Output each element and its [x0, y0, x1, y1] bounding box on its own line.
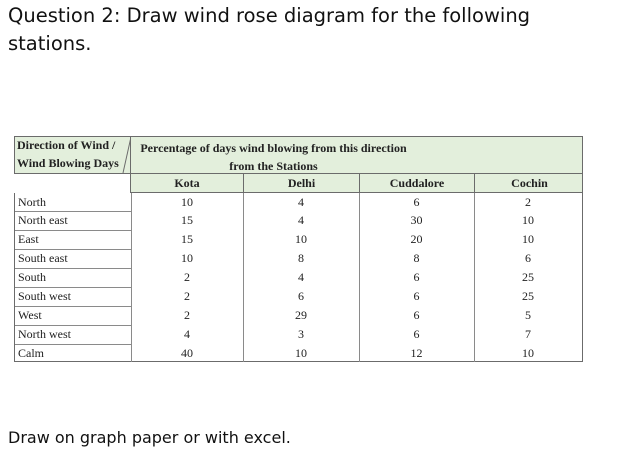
value-cell-cochin: 6 — [525, 251, 531, 265]
value-cell-cochin: 25 — [522, 270, 534, 284]
row-divider — [15, 325, 131, 326]
table-row — [15, 306, 582, 325]
value-cell-cochin: 10 — [522, 232, 534, 246]
header-days-label: Wind Blowing Days — [17, 156, 119, 170]
row-divider — [15, 344, 131, 345]
value-cell-delhi: 4 — [298, 195, 304, 209]
station-header-cochin: Cochin — [474, 174, 584, 192]
table-row — [15, 344, 582, 363]
value-cell-cuddalore: 12 — [410, 346, 423, 360]
row-divider — [15, 230, 131, 231]
value-cell-cuddalore: 30 — [410, 213, 423, 227]
table-body — [14, 193, 583, 362]
station-header-delhi: Delhi — [243, 174, 359, 192]
station-header-kota: Kota — [174, 176, 200, 190]
value-cell-cuddalore: 6 — [413, 289, 420, 303]
value-cell-cuddalore: 6 — [413, 270, 420, 284]
table-row — [15, 230, 582, 249]
value-cell-delhi: 10 — [295, 346, 307, 360]
row-divider — [15, 287, 131, 288]
question-text: Question 2: Draw wind rose diagram for the following stations. — [8, 4, 531, 55]
table-row — [15, 268, 582, 287]
table-row — [15, 287, 582, 306]
value-cell-cochin: 25 — [522, 289, 534, 303]
value-cell-cochin: 10 — [522, 346, 534, 360]
row-divider — [15, 268, 131, 269]
value-cell-cochin: 5 — [525, 308, 531, 322]
value-cell-delhi: 3 — [298, 327, 304, 341]
value-cell-kota: 15 — [181, 232, 193, 246]
direction-cell: South west — [18, 289, 72, 303]
station-header-row — [130, 173, 583, 193]
header-title: Percentage of days wind blowing from this direction from the Stations — [140, 141, 407, 173]
value-cell-kota: 15 — [181, 213, 193, 227]
direction-cell: Calm — [18, 346, 44, 360]
value-cell-cuddalore: 6 — [413, 327, 420, 341]
value-cell-kota: 2 — [184, 270, 190, 284]
value-cell-cochin: 7 — [525, 327, 531, 341]
value-cell-delhi: 10 — [295, 232, 307, 246]
row-divider — [15, 249, 131, 250]
footer-instruction: Draw on graph paper or with excel. — [8, 428, 291, 447]
table-row — [15, 193, 582, 212]
direction-cell: North — [18, 195, 46, 209]
header-direction-label: Direction of Wind / — [17, 138, 116, 152]
direction-cell: North east — [18, 213, 68, 227]
value-cell-delhi: 29 — [295, 308, 307, 322]
value-cell-delhi: 8 — [298, 251, 304, 265]
value-cell-delhi: 4 — [298, 270, 304, 284]
row-divider — [15, 306, 131, 307]
value-cell-kota: 4 — [184, 327, 190, 341]
value-cell-delhi: 6 — [298, 289, 304, 303]
table-header — [14, 136, 583, 174]
value-cell-cuddalore: 6 — [413, 195, 420, 209]
value-cell-cochin: 2 — [525, 195, 531, 209]
direction-cell: South — [18, 270, 47, 284]
direction-cell: West — [18, 308, 42, 322]
value-cell-delhi: 4 — [298, 213, 304, 227]
value-cell-cuddalore: 6 — [413, 308, 420, 322]
direction-cell: North west — [18, 327, 71, 341]
station-header-cuddalore: Cuddalore — [359, 174, 474, 192]
value-cell-kota: 10 — [181, 251, 193, 265]
table-row — [15, 325, 582, 344]
table-row — [15, 249, 582, 268]
row-divider — [15, 211, 131, 212]
header-direction-cell — [15, 137, 131, 173]
value-cell-cochin: 10 — [522, 213, 534, 227]
value-cell-kota: 2 — [184, 308, 190, 322]
value-cell-cuddalore: 20 — [410, 232, 423, 246]
direction-cell: East — [18, 232, 39, 246]
value-cell-kota: 10 — [181, 195, 193, 209]
value-cell-kota: 2 — [184, 289, 190, 303]
value-cell-cuddalore: 8 — [413, 251, 420, 265]
direction-cell: South east — [18, 251, 68, 265]
table-row — [15, 211, 582, 230]
value-cell-kota: 40 — [181, 346, 193, 360]
wind-data-table — [14, 136, 583, 362]
